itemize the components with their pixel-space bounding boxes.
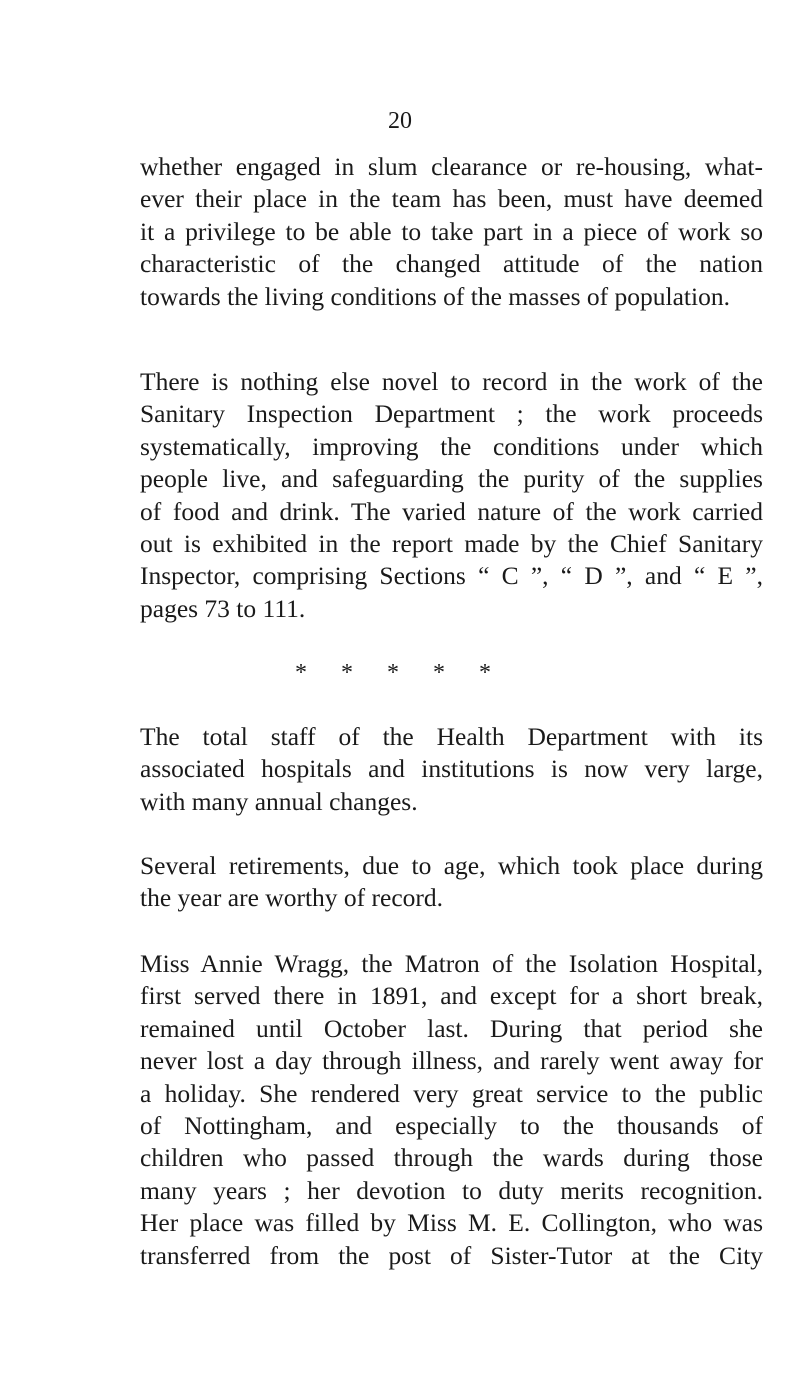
text-line: Sanitary Inspection Department ; the work proceeds	[140, 399, 763, 429]
paragraph-3	[140, 721, 763, 818]
paragraph-2	[140, 366, 763, 625]
paragraph-5	[140, 948, 763, 1272]
text-line: never lost a day through illness, and rarely went away for	[140, 1046, 763, 1076]
text-line: out is exhibited in the report made by the Chief Sanitary	[140, 529, 763, 559]
text-line: Her place was filled by Miss M. E. Collington, who was	[140, 1208, 763, 1238]
text-line: with many annual changes.	[140, 786, 418, 816]
text-line: first served there in 1891, and except for a short break,	[140, 981, 763, 1011]
text-line: many years ; her devotion to duty merits recognition.	[140, 1175, 763, 1205]
text-line: characteristic of the changed attitude of the nation	[140, 249, 763, 279]
text-line: remained until October last. During that period she	[140, 1013, 763, 1043]
text-line: children who passed through the wards during those	[140, 1143, 763, 1173]
text-line: whether engaged in slum clearance or re-housing, what-	[140, 152, 763, 181]
text-line: of food and drink. The varied nature of the work carried	[140, 496, 763, 526]
text-line: people live, and safeguarding the purity of the supplies	[140, 464, 763, 494]
page-number: 20	[388, 108, 412, 134]
text-line: Inspector, comprising Sections “ C ”, “ D ”, and “ E ”,	[140, 561, 763, 591]
text-line: pages 73 to 111.	[140, 593, 306, 623]
text-line: There is nothing else novel to record in the work of the	[140, 367, 763, 396]
text-line: ever their place in the team has been, must have deemed	[140, 184, 763, 214]
text-line: it a privilege to be able to take part in a piece of work so	[140, 216, 763, 246]
text-line: Miss Annie Wragg, the Matron of the Isolation Hospital,	[140, 949, 763, 978]
text-line: the year are worthy of record.	[140, 883, 444, 913]
paragraph-1	[140, 151, 763, 313]
text-line: associated hospitals and institutions is now very large,	[140, 754, 763, 784]
text-line: systematically, improving the conditions under which	[140, 431, 763, 461]
text-line: of Nottingham, and especially to the thousands of	[140, 1111, 763, 1141]
text-line: Several retirements, due to age, which took place during	[140, 851, 763, 880]
section-separator: * * * * *	[295, 660, 505, 686]
text-line: transferred from the post of Sister-Tutor at the City	[140, 1240, 763, 1270]
paragraph-4	[140, 850, 763, 915]
text-line: towards the living conditions of the masses of population.	[140, 281, 730, 311]
text-line: a holiday. She rendered very great service to the public	[140, 1078, 763, 1108]
text-line: The total staff of the Health Department with its	[140, 722, 763, 751]
